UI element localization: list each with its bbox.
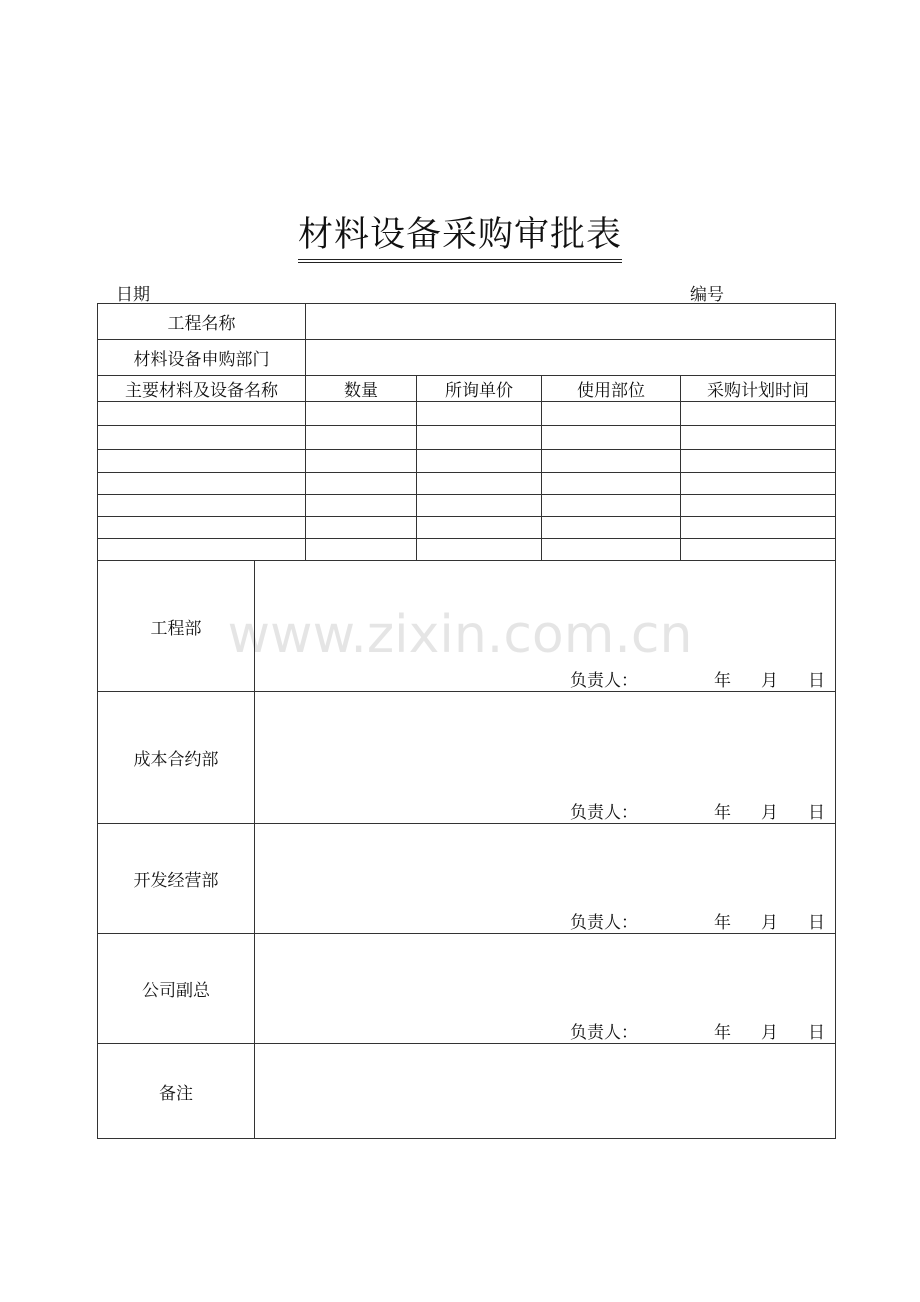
month-label: 月	[761, 671, 778, 691]
approval-row-development	[98, 824, 836, 934]
usage-location-cell[interactable]	[542, 539, 681, 561]
signer-label: 负责人：	[570, 671, 638, 691]
usage-location-cell[interactable]	[542, 402, 681, 426]
approval-dept-label: 公司副总	[98, 934, 255, 1044]
approval-dept-label: 开发经营部	[98, 824, 255, 934]
day-label: 日	[808, 1023, 825, 1043]
quantity-cell[interactable]	[306, 426, 417, 450]
year-label: 年	[714, 803, 731, 823]
table-row	[98, 426, 836, 450]
signature-line	[570, 798, 825, 823]
project-name-label: 工程名称	[98, 304, 306, 340]
material-name-cell[interactable]	[98, 517, 306, 539]
col-header-unit-price: 所询单价	[417, 376, 542, 402]
unit-price-cell[interactable]	[417, 539, 542, 561]
approval-opinion-field[interactable]	[255, 692, 836, 824]
unit-price-cell[interactable]	[417, 450, 542, 473]
column-header-row	[98, 376, 836, 402]
purchase-time-cell[interactable]	[681, 539, 836, 561]
quantity-cell[interactable]	[306, 495, 417, 517]
material-name-cell[interactable]	[98, 426, 306, 450]
year-label: 年	[714, 671, 731, 691]
unit-price-cell[interactable]	[417, 517, 542, 539]
day-label: 日	[808, 671, 825, 691]
col-header-quantity: 数量	[306, 376, 417, 402]
signature-line	[570, 666, 825, 691]
approval-opinion-field[interactable]	[255, 934, 836, 1044]
material-name-cell[interactable]	[98, 539, 306, 561]
signer-label: 负责人：	[570, 913, 638, 933]
watermark: www.zixin.com.cn	[227, 605, 693, 665]
approval-table	[97, 303, 836, 1139]
signer-label: 负责人：	[570, 1023, 638, 1043]
day-label: 日	[808, 803, 825, 823]
approval-dept-label: 工程部	[98, 561, 255, 692]
month-label: 月	[761, 913, 778, 933]
month-label: 月	[761, 1023, 778, 1043]
unit-price-cell[interactable]	[417, 426, 542, 450]
remarks-label: 备注	[98, 1044, 255, 1139]
form-title-text: 材料设备采购审批表	[298, 207, 622, 263]
col-header-material-name: 主要材料及设备名称	[98, 376, 306, 402]
quantity-cell[interactable]	[306, 517, 417, 539]
form-title	[0, 207, 920, 263]
purchase-time-cell[interactable]	[681, 402, 836, 426]
year-label: 年	[714, 1023, 731, 1043]
requesting-dept-label: 材料设备申购部门	[98, 340, 306, 376]
table-row	[98, 495, 836, 517]
material-name-cell[interactable]	[98, 402, 306, 426]
table-row	[98, 450, 836, 473]
number-label: 编号	[690, 285, 724, 305]
signer-label: 负责人：	[570, 803, 638, 823]
col-header-usage-location: 使用部位	[542, 376, 681, 402]
table-row	[98, 473, 836, 495]
quantity-cell[interactable]	[306, 539, 417, 561]
quantity-cell[interactable]	[306, 402, 417, 426]
usage-location-cell[interactable]	[542, 473, 681, 495]
remarks-field[interactable]	[255, 1044, 836, 1139]
unit-price-cell[interactable]	[417, 473, 542, 495]
project-name-field[interactable]	[306, 304, 836, 340]
remarks-row	[98, 1044, 836, 1139]
usage-location-cell[interactable]	[542, 517, 681, 539]
table-row	[98, 517, 836, 539]
signature-line	[570, 1018, 825, 1043]
date-label: 日期	[116, 285, 150, 305]
material-name-cell[interactable]	[98, 450, 306, 473]
purchase-time-cell[interactable]	[681, 450, 836, 473]
day-label: 日	[808, 913, 825, 933]
unit-price-cell[interactable]	[417, 402, 542, 426]
material-name-cell[interactable]	[98, 473, 306, 495]
approval-row-engineering	[98, 561, 836, 692]
purchase-time-cell[interactable]	[681, 517, 836, 539]
requesting-dept-field[interactable]	[306, 340, 836, 376]
signature-line	[570, 908, 825, 933]
col-header-purchase-time: 采购计划时间	[681, 376, 836, 402]
usage-location-cell[interactable]	[542, 426, 681, 450]
table-row	[98, 539, 836, 561]
quantity-cell[interactable]	[306, 450, 417, 473]
month-label: 月	[761, 803, 778, 823]
year-label: 年	[714, 913, 731, 933]
table-row	[98, 402, 836, 426]
approval-row-cost-contract	[98, 692, 836, 824]
purchase-time-cell[interactable]	[681, 495, 836, 517]
usage-location-cell[interactable]	[542, 495, 681, 517]
purchase-time-cell[interactable]	[681, 473, 836, 495]
unit-price-cell[interactable]	[417, 495, 542, 517]
quantity-cell[interactable]	[306, 473, 417, 495]
purchase-time-cell[interactable]	[681, 426, 836, 450]
usage-location-cell[interactable]	[542, 450, 681, 473]
approval-row-vice-president	[98, 934, 836, 1044]
material-name-cell[interactable]	[98, 495, 306, 517]
approval-opinion-field[interactable]	[255, 561, 836, 692]
approval-dept-label: 成本合约部	[98, 692, 255, 824]
approval-opinion-field[interactable]	[255, 824, 836, 934]
